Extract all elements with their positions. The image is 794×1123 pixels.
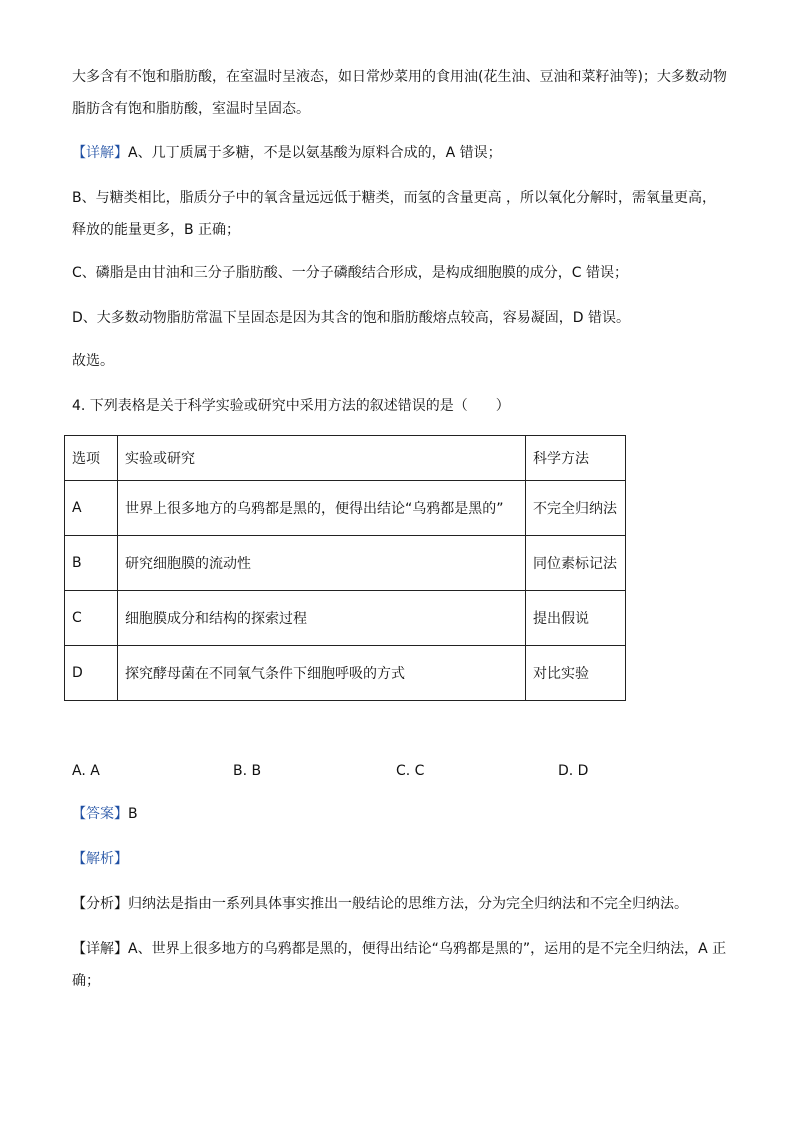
table-cell-option: D xyxy=(65,646,118,701)
detail-prev-b-line-2: 释放的能量更多，B 正确； xyxy=(72,222,241,238)
detail-prev-a-text: A、几丁质属于多糖，不是以氨基酸为原料合成的，A 错误； xyxy=(128,145,502,161)
table-row xyxy=(65,481,626,536)
detail-line-1 xyxy=(72,938,732,960)
intro-line-1: 大多含有不饱和脂肪酸，在室温时呈液态，如日常炒菜用的食用油(花生油、豆油和菜籽油等)；大多数动物 xyxy=(72,69,727,85)
table-cell-method: 对比实验 xyxy=(526,646,626,701)
table-row xyxy=(65,646,626,701)
answer-tag: 【答案】 xyxy=(72,806,128,822)
option-a: A. A xyxy=(72,763,100,779)
question-table xyxy=(64,435,626,701)
table-cell-experiment: 探究酵母菌在不同氧气条件下细胞呼吸的方式 xyxy=(118,646,526,701)
table-cell-experiment: 世界上很多地方的乌鸦都是黑的，便得出结论“乌鸦都是黑的” xyxy=(118,481,526,536)
option-d: D. D xyxy=(558,763,589,779)
question-text: 4. 下列表格是关于科学实验或研究中采用方法的叙述错误的是（ ） xyxy=(72,398,510,414)
table-header-cell: 实验或研究 xyxy=(118,436,526,481)
table-header-cell: 选项 xyxy=(65,436,118,481)
detail-prev-c: C、磷脂是由甘油和三分子脂肪酸、一分子磷酸结合形成，是构成细胞膜的成分，C 错误； xyxy=(72,265,628,281)
option-c: C. C xyxy=(396,763,425,779)
table-header-row xyxy=(65,436,626,481)
table-cell-experiment: 研究细胞膜的流动性 xyxy=(118,536,526,591)
table-row xyxy=(65,591,626,646)
fenxi-tag: 【分析】 xyxy=(72,896,128,912)
table-cell-option: B xyxy=(65,536,118,591)
table-cell-option: A xyxy=(65,481,118,536)
analysis-tag: 【解析】 xyxy=(72,851,128,867)
detail-tag: 【详解】 xyxy=(72,145,128,161)
analysis-heading xyxy=(72,848,732,870)
table-cell-method: 提出假说 xyxy=(526,591,626,646)
table-header-cell: 科学方法 xyxy=(526,436,626,481)
intro-line-2: 脂肪含有饱和脂肪酸，室温时呈固态。 xyxy=(72,101,310,117)
table-row xyxy=(65,536,626,591)
fenxi-text: 归纳法是指由一系列具体事实推出一般结论的思维方法，分为完全归纳法和不完全归纳法。 xyxy=(128,896,688,912)
detail-text-1: A、世界上很多地方的乌鸦都是黑的，便得出结论“乌鸦都是黑的”，运用的是不完全归纳法，A 正 xyxy=(128,941,727,957)
answer-line xyxy=(72,803,732,825)
conclusion: 故选。 xyxy=(72,353,114,369)
option-b: B. B xyxy=(233,763,262,779)
detail-line-2: 确； xyxy=(72,973,100,989)
detail-tag-2: 【详解】 xyxy=(72,941,128,957)
detail-prev-b-line-1: B、与糖类相比，脂质分子中的氧含量远远低于糖类，而氢的含量更高 ，所以氧化分解时，需氧量更高， xyxy=(72,190,717,206)
detail-prev-d: D、大多数动物脂肪常温下呈固态是因为其含的饱和脂肪酸熔点较高，容易凝固，D 错误。 xyxy=(72,310,631,326)
fenxi-line xyxy=(72,893,732,915)
detail-prev-a xyxy=(72,142,732,164)
table-cell-method: 不完全归纳法 xyxy=(526,481,626,536)
answer-value: B xyxy=(128,806,138,822)
table-cell-option: C xyxy=(65,591,118,646)
table-cell-method: 同位素标记法 xyxy=(526,536,626,591)
table-cell-experiment: 细胞膜成分和结构的探索过程 xyxy=(118,591,526,646)
